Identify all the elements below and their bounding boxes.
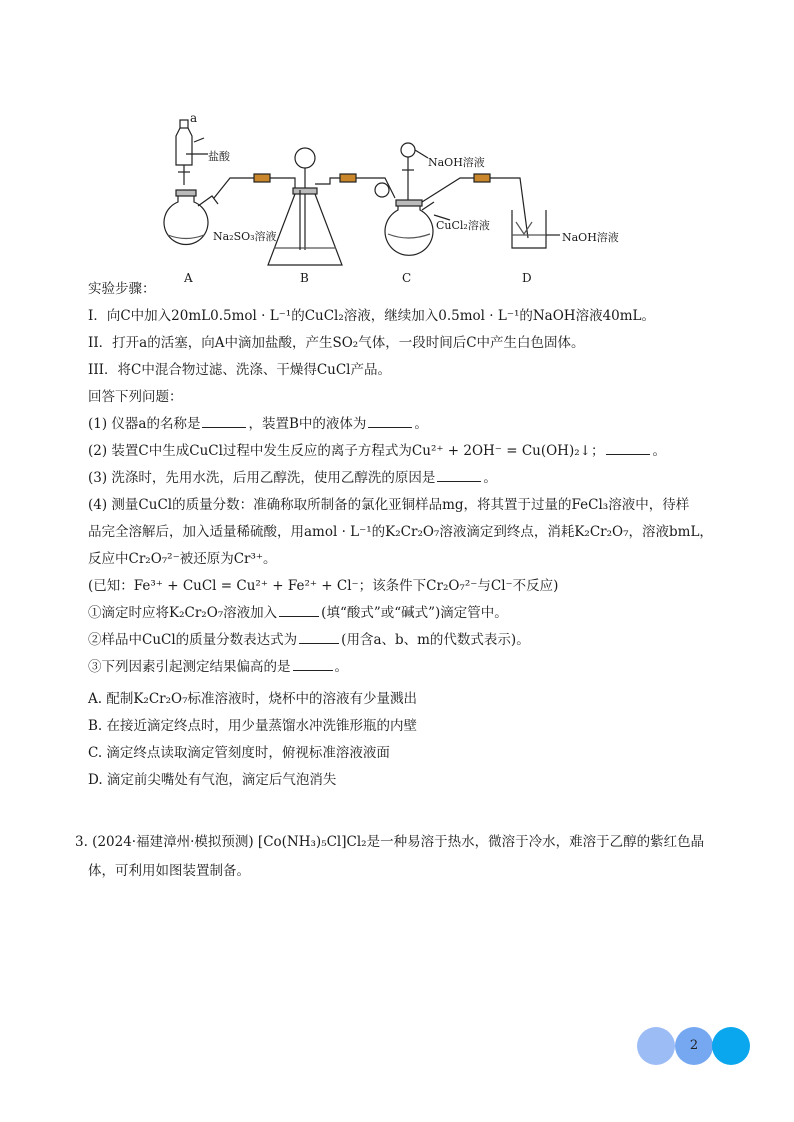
apparatus-figure <box>150 110 650 290</box>
step-1: I．向C中加入20mL0.5mol · L⁻¹的CuCl₂溶液，继续加入0.5mol · L⁻¹的NaOH溶液40mL。 <box>88 308 656 324</box>
q1-text-a: (1) 仪器a的名称是 <box>88 416 201 432</box>
q3-text-a: (3) 洗涤时，先用水洗，后用乙醇洗，使用乙醇洗的原因是 <box>88 470 436 486</box>
hcl-label: 盐酸 <box>208 150 230 163</box>
answer-blank[interactable] <box>368 415 412 428</box>
question-3 <box>88 466 497 486</box>
cucl2-label: CuCl₂溶液 <box>436 219 490 232</box>
q2-text-b: 。 <box>652 443 666 459</box>
footer-decor-circle-1 <box>637 1027 675 1065</box>
question-1 <box>88 412 428 432</box>
steps-heading: 实验步骤： <box>88 281 156 297</box>
option-a: A. 配制K₂Cr₂O₇标准溶液时，烧杯中的溶液有少量溅出 <box>88 691 418 707</box>
step-2: II．打开a的活塞，向A中滴加盐酸，产生SO₂气体，一段时间后C中产生白色固体。 <box>88 335 585 351</box>
answer-blank[interactable] <box>606 442 650 455</box>
question-4-note: (已知：Fe³⁺ + CuCl = Cu²⁺ + Fe²⁺ + Cl⁻；该条件下Cr₂O₇²⁻与Cl⁻不反应) <box>88 578 559 594</box>
sub1-text-a: ①滴定时应将K₂Cr₂O₇溶液加入 <box>88 605 278 621</box>
footer-decor-circle-3 <box>712 1027 750 1065</box>
sub-question-1 <box>88 601 508 621</box>
answer-blank[interactable] <box>437 469 481 482</box>
question-2 <box>88 439 666 459</box>
option-b: B. 在接近滴定终点时，用少量蒸馏水冲洗锥形瓶的内壁 <box>88 718 418 734</box>
q3-text-b: 。 <box>483 470 497 486</box>
problem-3-line-1: 3. (2024·福建漳州·模拟预测) [Co(NH₃)₅Cl]Cl₂是一种易溶于热水，微溶于冷水，难溶于乙醇的紫红色晶 <box>75 834 705 850</box>
sub2-text-b: (用含a、b、m的代数式表示)。 <box>341 632 530 648</box>
page-number: 2 <box>689 1038 699 1053</box>
q1-text-c: 。 <box>414 416 428 432</box>
step-3: III．将C中混合物过滤、洗涤、干燥得CuCl产品。 <box>88 362 391 378</box>
q1-text-b: ，装置B中的液体为 <box>248 416 367 432</box>
answer-blank[interactable] <box>202 415 246 428</box>
naoh-top-label: NaOH溶液 <box>428 156 485 169</box>
label-C: C <box>402 271 412 285</box>
naoh-beaker-label: NaOH溶液 <box>562 231 619 244</box>
q2-text-a: (2) 装置C中生成CuCl过程中发生反应的离子方程式为Cu²⁺ + 2OH⁻ = Cu(OH)₂↓； <box>88 443 605 459</box>
questions-heading: 回答下列问题： <box>88 389 183 405</box>
sub1-text-b: (填“酸式”或“碱式”)滴定管中。 <box>321 605 508 621</box>
sub-question-2 <box>88 628 530 648</box>
option-d: D. 滴定前尖嘴处有气泡，滴定后气泡消失 <box>88 772 337 788</box>
question-4-line-3: 反应中Cr₂O₇²⁻被还原为Cr³⁺。 <box>88 551 277 567</box>
label-A: A <box>184 271 193 285</box>
answer-blank[interactable] <box>299 631 339 644</box>
sub-question-3 <box>88 655 348 675</box>
sub2-text-a: ②样品中CuCl的质量分数表达式为 <box>88 632 298 648</box>
label-a: a <box>190 111 198 125</box>
question-4-line-1: (4) 测量CuCl的质量分数：准确称取所制备的氯化亚铜样品mg，将其置于过量的FeCl₃溶液中，待样 <box>88 497 690 513</box>
na2so3-label: Na₂SO₃溶液 <box>213 230 277 243</box>
option-c: C. 滴定终点读取滴定管刻度时，俯视标准溶液液面 <box>88 745 390 761</box>
answer-blank[interactable] <box>293 658 333 671</box>
sub3-text-a: ③下列因素引起测定结果偏高的是 <box>88 659 291 675</box>
problem-3-line-2: 体，可利用如图装置制备。 <box>88 863 250 879</box>
label-D: D <box>522 271 532 285</box>
answer-blank[interactable] <box>279 604 319 617</box>
sub3-text-b: 。 <box>334 659 348 675</box>
question-4-line-2: 品完全溶解后，加入适量稀硫酸，用amol · L⁻¹的K₂Cr₂O₇溶液滴定到终点，消耗K₂Cr₂O₇，溶液bmL， <box>88 524 713 540</box>
label-B: B <box>300 271 309 285</box>
